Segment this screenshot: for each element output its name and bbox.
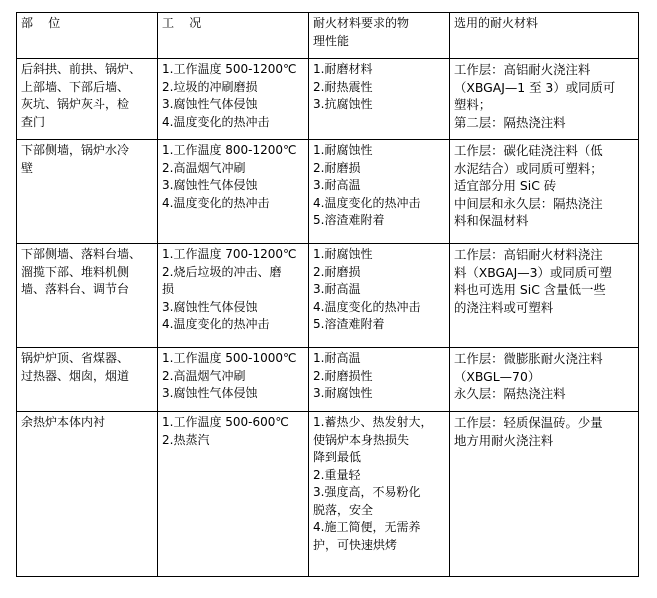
cell-line: 4.温度变化的热冲击 xyxy=(162,195,270,210)
cell-line: （XBGL—70） xyxy=(454,368,541,384)
cell-line: 1.工作温度 500-1000℃ xyxy=(162,351,297,365)
cell-line: 2.耐磨损性 xyxy=(313,368,373,383)
cell-line: 2.热蒸汽 xyxy=(162,432,210,447)
table-row xyxy=(17,140,639,244)
cell-line: 2.高温烟气冲刷 xyxy=(162,368,246,383)
cell-conditions xyxy=(158,412,309,577)
cell-line: 料也可选用 SiC 含量低一些 xyxy=(454,282,606,297)
cell-line: 1.工作温度 800-1200℃ xyxy=(162,143,297,157)
cell-line: 护，可快速烘烤 xyxy=(313,537,398,552)
header-materials-text: 选用的耐火材料 xyxy=(454,16,539,30)
cell-line: 2.垃圾的冲刷磨损 xyxy=(162,79,258,94)
cell-line: 4.施工简便，无需养 xyxy=(313,520,421,534)
cell-line: 5.溶渣难附着 xyxy=(313,317,385,331)
header-conditions-text: 工 况 xyxy=(162,16,202,30)
cell-line: 3.抗腐蚀性 xyxy=(313,97,373,111)
cell-line: 3.腐蚀性气体侵蚀 xyxy=(162,178,258,192)
cell-conditions xyxy=(158,59,309,140)
cell-line: （XBGAJ—1 至 3）或同质可 xyxy=(454,79,616,95)
cell-line: 1.工作温度 500-1200℃ xyxy=(162,62,297,76)
cell-line: 3.耐腐蚀性 xyxy=(313,386,373,400)
cell-line: 查门 xyxy=(21,114,46,129)
cell-line: 锅炉炉顶、省煤器、 xyxy=(21,351,130,365)
cell-line: 1.耐腐蚀性 xyxy=(313,143,373,157)
cell-line: 1.工作温度 700-1200℃ xyxy=(162,247,297,261)
cell-line: 1.蓄热少、热发射大， xyxy=(313,415,433,429)
header-properties-line: 理性能 xyxy=(313,33,350,48)
cell-materials xyxy=(450,412,639,577)
cell-conditions xyxy=(158,140,309,244)
cell-line: 墙、落料台、调节台 xyxy=(21,282,130,296)
header-location xyxy=(17,13,158,59)
cell-properties xyxy=(309,348,450,412)
header-conditions xyxy=(158,13,309,59)
cell-line: 2.耐磨损 xyxy=(313,264,361,279)
cell-line: 5.溶渣难附着 xyxy=(313,213,385,227)
cell-line: 上部墙、下部后墙、 xyxy=(21,79,130,94)
cell-location xyxy=(17,140,158,244)
cell-line: 4.温度变化的热冲击 xyxy=(313,195,421,210)
cell-line: 工作层：碳化硅浇注料（低 xyxy=(454,143,603,158)
cell-line: 工作层：高铝耐火材料浇注 xyxy=(454,247,603,262)
cell-conditions xyxy=(158,348,309,412)
cell-line: 2.耐热震性 xyxy=(313,79,373,94)
cell-line: 第二层：隔热浇注料 xyxy=(454,114,566,130)
cell-properties xyxy=(309,59,450,140)
header-materials xyxy=(450,13,639,59)
cell-line: 1.耐高温 xyxy=(313,351,361,365)
cell-line: 4.温度变化的热冲击 xyxy=(313,299,421,314)
cell-line: 3.强度高，不易粉化 xyxy=(313,485,421,499)
cell-line: 工作层：轻质保温砖。少量 xyxy=(454,415,603,430)
cell-line: 使锅炉本身热损失 xyxy=(313,432,410,447)
cell-line: 料（XBGAJ—3）或同质可塑 xyxy=(454,264,612,280)
cell-line: 3.耐高温 xyxy=(313,178,361,192)
cell-line: 工作层：高铝耐火浇注料 xyxy=(454,62,591,77)
cell-line: 脱落，安全 xyxy=(313,502,374,517)
cell-line: 灰坑、锅炉灰斗，检 xyxy=(21,97,130,111)
refractory-materials-table xyxy=(16,12,639,577)
header-row xyxy=(17,13,639,59)
cell-line: 2.重量轻 xyxy=(313,467,361,482)
cell-line: 1.耐腐蚀性 xyxy=(313,247,373,261)
table-row xyxy=(17,59,639,140)
cell-properties xyxy=(309,244,450,348)
cell-conditions xyxy=(158,244,309,348)
cell-line: 4.温度变化的热冲击 xyxy=(162,114,270,129)
table-row xyxy=(17,348,639,412)
cell-line: 壁 xyxy=(21,160,34,175)
cell-line: 过热器、烟囱，烟道 xyxy=(21,368,130,383)
cell-line: 2.高温烟气冲刷 xyxy=(162,160,246,175)
cell-location xyxy=(17,59,158,140)
cell-line: 下部侧墙、落料台墙、 xyxy=(21,247,142,261)
cell-location xyxy=(17,412,158,577)
cell-line: 降到最低 xyxy=(313,450,362,464)
cell-line: 水泥结合）或同质可塑料； xyxy=(454,160,603,176)
cell-line: 中间层和永久层：隔热浇注 xyxy=(454,195,603,211)
cell-materials xyxy=(450,59,639,140)
cell-line: 溜揽下部、堆料机侧 xyxy=(21,264,130,279)
cell-line: 后斜拱、前拱、锅炉、 xyxy=(21,62,142,76)
cell-line: 永久层：隔热浇注料 xyxy=(454,386,566,401)
cell-line: 适宜部分用 SiC 砖 xyxy=(454,178,557,193)
cell-line: 余热炉本体内衬 xyxy=(21,415,106,429)
cell-line: 1.工作温度 500-600℃ xyxy=(162,415,289,429)
cell-line: 2.耐磨损 xyxy=(313,160,361,175)
cell-line: 工作层：微膨胀耐火浇注料 xyxy=(454,351,603,366)
table-row xyxy=(17,412,639,577)
cell-line: 3.腐蚀性气体侵蚀 xyxy=(162,299,258,314)
header-properties-line: 耐火材料要求的物 xyxy=(313,16,410,30)
cell-properties xyxy=(309,412,450,577)
cell-line: 3.耐高温 xyxy=(313,282,361,296)
cell-location xyxy=(17,244,158,348)
header-properties xyxy=(309,13,450,59)
cell-line: 2.烧后垃圾的冲击、磨 xyxy=(162,264,282,279)
cell-line: 损 xyxy=(162,282,175,296)
cell-line: 地方用耐火浇注料 xyxy=(454,432,554,448)
cell-line: 塑料； xyxy=(454,97,492,112)
cell-line: 3.腐蚀性气体侵蚀 xyxy=(162,97,258,111)
header-location-text: 部 位 xyxy=(21,16,61,30)
cell-location xyxy=(17,348,158,412)
cell-line: 料和保温材料 xyxy=(454,213,529,228)
cell-properties xyxy=(309,140,450,244)
cell-line: 4.温度变化的热冲击 xyxy=(162,317,270,331)
cell-line: 的浇注料或可塑料 xyxy=(454,299,554,315)
cell-line: 3.腐蚀性气体侵蚀 xyxy=(162,386,258,400)
cell-line: 1.耐磨材料 xyxy=(313,62,373,76)
cell-line: 下部侧墙，锅炉水冷 xyxy=(21,143,130,157)
cell-materials xyxy=(450,244,639,348)
table-row xyxy=(17,244,639,348)
cell-materials xyxy=(450,140,639,244)
cell-materials xyxy=(450,348,639,412)
